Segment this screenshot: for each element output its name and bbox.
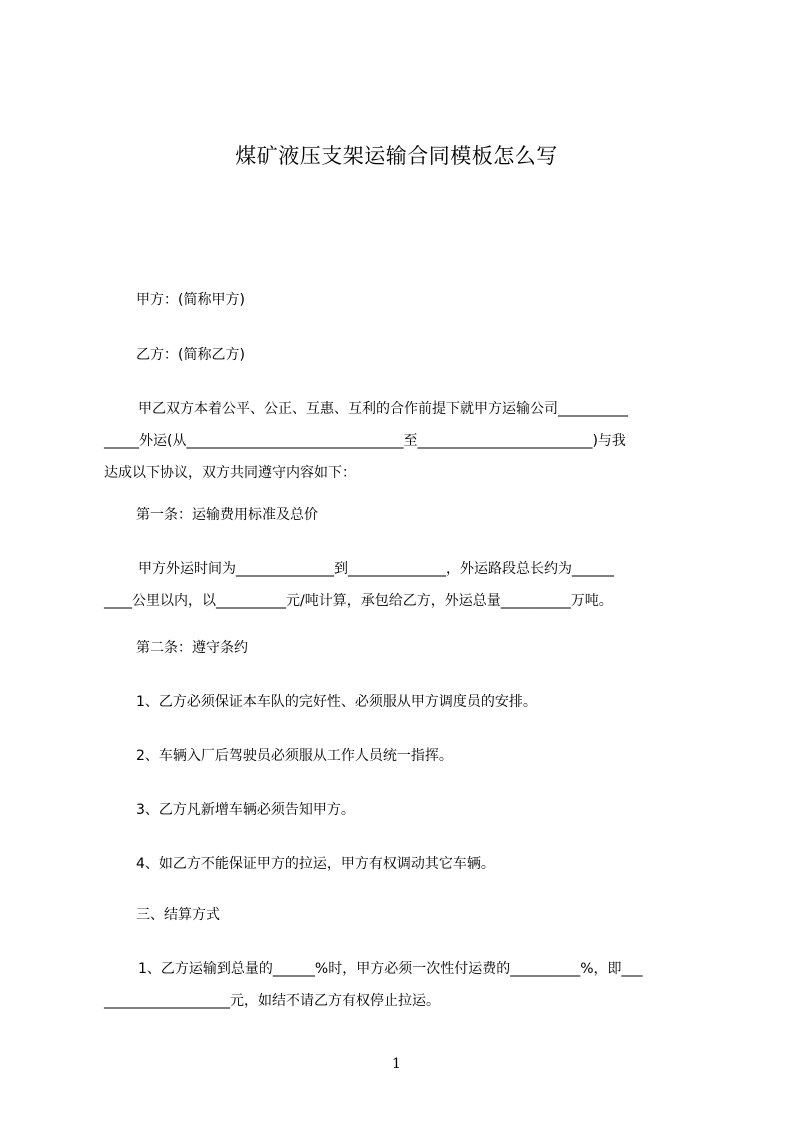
party-a-line: 甲方：(简称甲方): [136, 292, 245, 308]
article-1-line-1: 甲方外运时间为______________到______________，外运路段总长约为______: [138, 561, 614, 577]
intro-line-2: _____外运(从_______________________________至_________________________)与我: [104, 433, 626, 449]
page-number: 1: [392, 1056, 401, 1072]
intro-line-3: 达成以下协议，双方共同遵守内容如下：: [104, 465, 356, 481]
article-2-item: 3、乙方凡新增车辆必须告知甲方。: [136, 802, 355, 818]
article-3-heading: 三、结算方式: [136, 907, 220, 923]
article-1-paragraph: [104, 553, 704, 617]
article-3-line-1: 1、乙方运输到总量的______%时，甲方必须一次性付运费的__________%，即___: [138, 961, 643, 977]
article-1-heading: 第一条：运输费用标准及总价: [136, 507, 318, 523]
article-2-item: 4、如乙方不能保证甲方的拉运，甲方有权调动其它车辆。: [136, 856, 495, 872]
article-2-item: 1、乙方必须保证本车队的完好性、必须服从甲方调度员的安排。: [136, 694, 537, 710]
article-3-line-2: __________________元，如结不请乙方有权停止拉运。: [104, 993, 440, 1009]
article-2-heading: 第二条：遵守条约: [136, 640, 248, 656]
article-1-line-2: ____公里以内，以__________元/吨计算，承包给乙方，外运总量__________万吨。: [104, 593, 613, 609]
document-title: 煤矿液压支架运输合同模板怎么写: [235, 144, 558, 168]
article-3-paragraph: [104, 953, 704, 1017]
intro-paragraph: [104, 393, 704, 489]
party-b-line: 乙方：(简称乙方): [136, 347, 245, 363]
article-2-item: 2、车辆入厂后驾驶员必须服从工作人员统一指挥。: [136, 748, 453, 764]
intro-line-1: 甲乙双方本着公平、公正、互惠、互利的合作前提下就甲方运输公司__________: [138, 401, 628, 417]
